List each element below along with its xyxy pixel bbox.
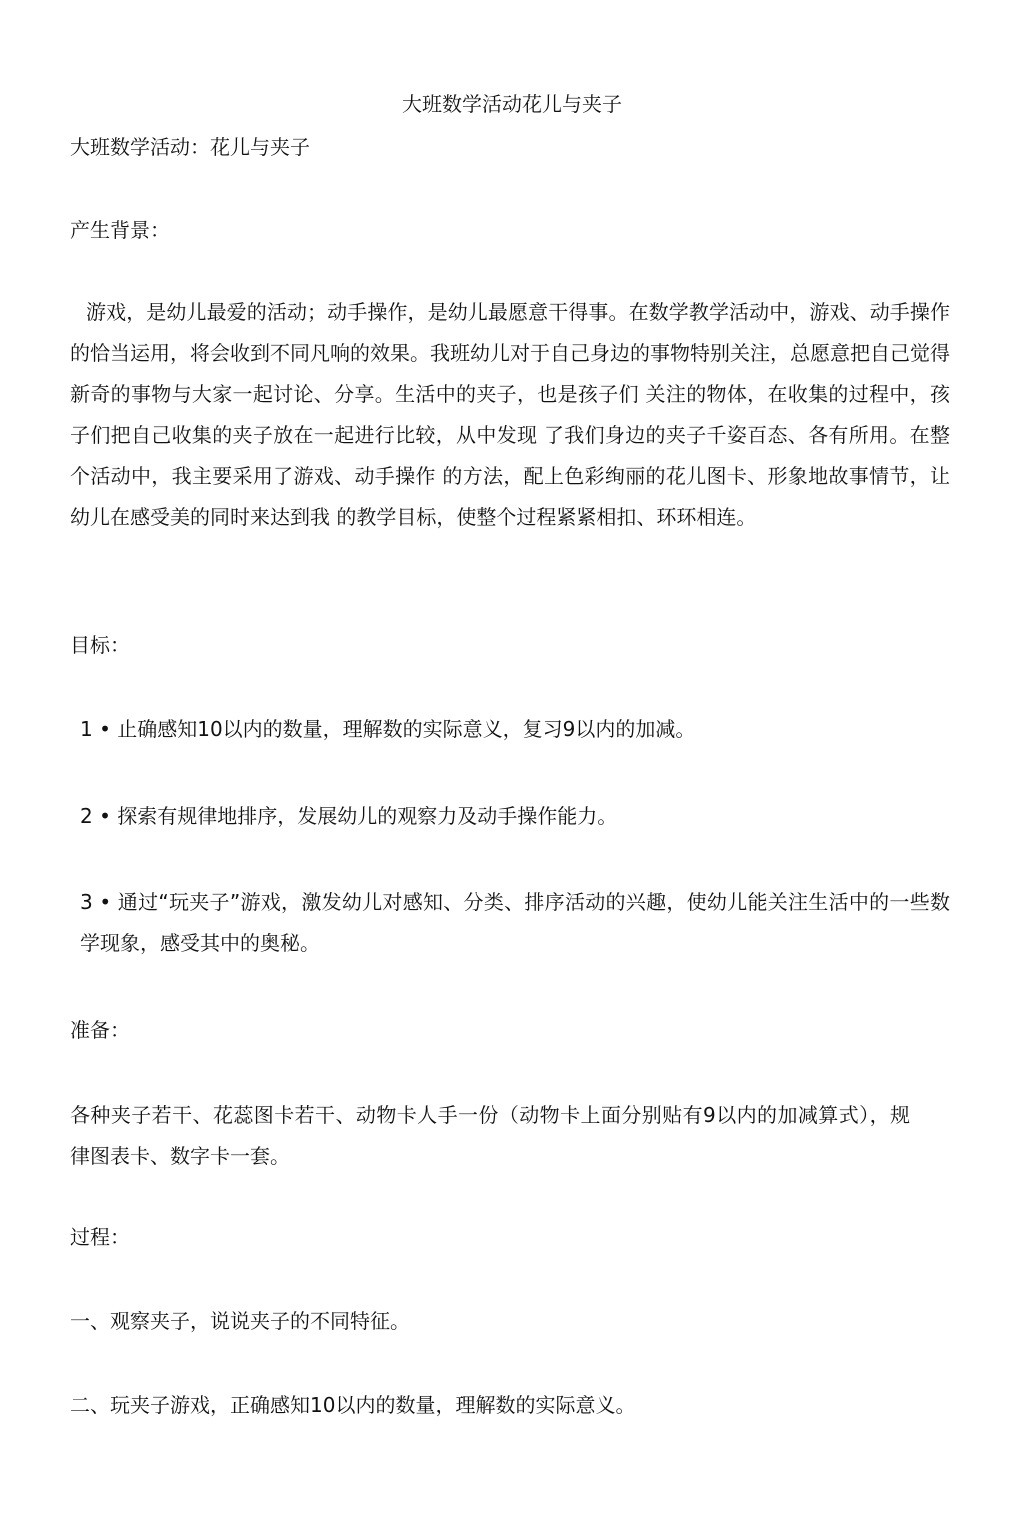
- preparation-paragraph: 各种夹子若干、花蕊图卡若干、动物卡人手一份（动物卡上面分别贴有9以内的加减算式），规律图表卡、数字卡一套。: [70, 1103, 910, 1168]
- subtitle: 大班数学活动：花儿与夹子: [70, 135, 310, 159]
- process-step-2: 二、玩夹子游戏，正确感知10以内的数量，理解数的实际意义。: [70, 1393, 636, 1417]
- background-heading: 产生背景：: [70, 218, 170, 242]
- goal-item-2: 2 • 探索有规律地排序，发展幼儿的观察力及动手操作能力。: [80, 804, 618, 828]
- preparation-heading: 准备：: [70, 1018, 130, 1042]
- process-heading: 过程：: [70, 1225, 130, 1249]
- document-title: 大班数学活动花儿与夹子: [402, 92, 622, 116]
- goals-heading: 目标：: [70, 633, 130, 657]
- process-step-1: 一、观察夹子，说说夹子的不同特征。: [70, 1309, 410, 1333]
- background-paragraph: 游戏，是幼儿最爱的活动；动手操作，是幼儿最愿意干得事。在数学教学活动中，游戏、动手操作的恰当运用，将会收到不同凡响的效果。我班幼儿对于自己身边的事物特别关注，总愿意把自己觉得新奇的事物与大家一起讨论、分享。生活中的夹子，也是孩子们 关注的物体，在收集的过程中，孩子们把自己收集的夹子放在一起进行比较，从中发现 了我们身边的夹子千姿百态、各有所用。在整个活动中，我主要采用了游戏、动手操作 的方法，配上色彩绚丽的花儿图卡、形象地故事情节，让幼儿在感受美的同时来达到我 的教学目标，使整个过程紧紧相扣、环环相连。: [70, 300, 950, 529]
- goal-item-3: 3 • 通过“玩夹子”游戏，激发幼儿对感知、分类、排序活动的兴趣，使幼儿能关注生活中的一些数学现象，感受其中的奥秘。: [80, 890, 950, 955]
- goal-item-1: 1 • 止确感知10以内的数量，理解数的实际意义，复习9以内的加减。: [80, 717, 696, 741]
